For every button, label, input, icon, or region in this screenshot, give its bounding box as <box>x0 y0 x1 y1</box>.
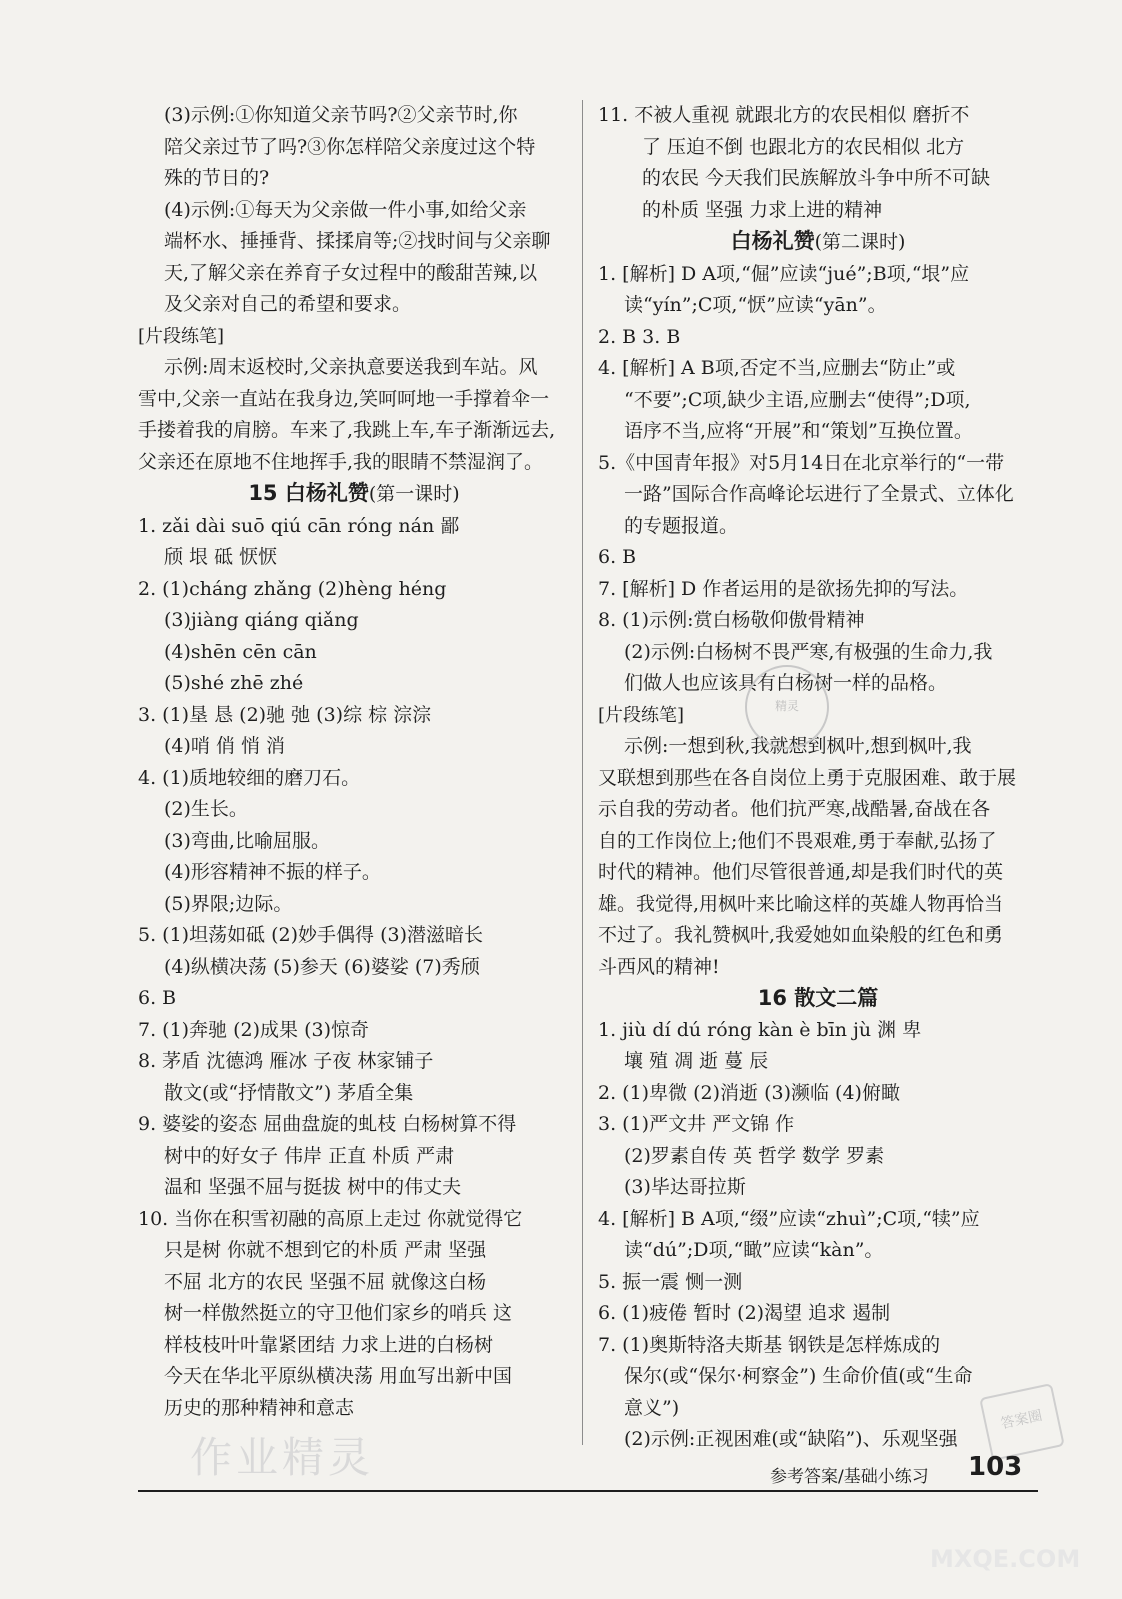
answer-line: 1. jiù dí dú róng kàn è bīn jù 渊 卑 <box>598 1018 922 1041</box>
answer-line: 7. [解析] D 作者运用的是欲扬先抑的写法。 <box>598 577 969 600</box>
answer-line: 温和 坚强不屈与挺拔 树中的伟丈夫 <box>164 1176 462 1198</box>
footer-label: 参考答案/基础小练习 <box>770 1467 929 1487</box>
answer-line: 意义”) <box>624 1396 680 1419</box>
answer-line: 4. [解析] B A项,“缀”应读“zhuì”;C项,“犊”应 <box>598 1207 980 1230</box>
answer-line: 的专题报道。 <box>624 514 739 537</box>
answer-line: 3. (1)严文井 严文锦 作 <box>598 1113 795 1135</box>
answer-line: 颀 垠 砥 恹恹 <box>164 546 278 568</box>
answer-line: 2. B 3. B <box>598 325 681 348</box>
answer-line: (2)罗素自传 英 哲学 数学 罗素 <box>624 1144 885 1167</box>
answer-line: 6. B <box>598 546 637 568</box>
answer-line: 5. (1)坦荡如砥 (2)妙手偶得 (3)潜滋暗长 <box>138 924 483 946</box>
answer-line: 父亲还在原地不住地挥手,我的眼睛不禁湿润了。 <box>138 450 544 473</box>
section-heading <box>598 983 1038 1015</box>
site-watermark: MXQE.COM <box>930 1545 1081 1573</box>
answer-line: (2)示例:白杨树不畏严寒,有极强的生命力,我 <box>624 640 993 663</box>
answer-line: 壤 殖 凋 逝 蔓 辰 <box>624 1050 769 1072</box>
answer-line: 雪中,父亲一直站在我身边,笑呵呵地一手撑着伞一 <box>138 387 550 410</box>
answer-line: 手搂着我的肩膀。车来了,我跳上车,车子渐渐远去, <box>138 419 556 441</box>
right-column <box>598 100 1038 1456</box>
answer-line: (4)纵横决荡 (5)参天 (6)婆娑 (7)秀颀 <box>164 955 480 978</box>
answer-line: 斗西风的精神! <box>598 955 720 978</box>
answer-line: 树一样傲然挺立的守卫他们家乡的哨兵 这 <box>164 1302 513 1324</box>
answer-line: 7. (1)奥斯特洛夫斯基 钢铁是怎样炼成的 <box>598 1333 941 1356</box>
answer-line: (2)示例:正视困难(或“缺陷”)、乐观坚强 <box>624 1428 958 1450</box>
answer-line: 语序不当,应将“开展”和“策划”互换位置。 <box>624 420 973 442</box>
answer-line: 示自我的劳动者。他们抗严寒,战酷暑,奋战在各 <box>598 798 991 820</box>
section-label: [片段练笔] <box>598 704 685 726</box>
answer-line: 10. 当你在积雪初融的高原上走过 你就觉得它 <box>138 1207 523 1230</box>
answer-line: 9. 婆娑的姿态 屈曲盘旋的虬枝 白杨树算不得 <box>138 1113 517 1135</box>
section-heading <box>598 226 1038 259</box>
column-divider <box>582 100 583 1445</box>
answer-line: 2. (1)cháng zhǎng (2)hèng héng <box>138 577 447 600</box>
answer-line: (3)毕达哥拉斯 <box>624 1176 746 1198</box>
page-number: 103 <box>968 1452 1023 1482</box>
answer-line: 读“dú”;D项,“瞰”应读“kàn”。 <box>624 1239 884 1261</box>
answer-line: 自的工作岗位上;他们不畏艰难,勇于奉献,弘扬了 <box>598 829 997 852</box>
watermark-text: 作业精灵 <box>190 1433 375 1482</box>
answer-line: 8. (1)示例:赏白杨敬仰傲骨精神 <box>598 609 865 631</box>
answer-line: 示例:周末返校时,父亲执意要送我到车站。风 <box>164 356 538 378</box>
answer-line: 一路”国际合作高峰论坛进行了全景式、立体化 <box>624 483 1014 505</box>
heading-title: 白杨礼赞 <box>730 229 815 253</box>
answer-line: 11. 不被人重视 就跟北方的农民相似 磨折不 <box>598 104 970 126</box>
answer-line: 2. (1)卑微 (2)消逝 (3)濒临 (4)俯瞰 <box>598 1081 900 1104</box>
answer-line: 1. [解析] D A项,“倔”应读“jué”;B项,“垠”应 <box>598 262 970 285</box>
answer-line: 7. (1)奔驰 (2)成果 (3)惊奇 <box>138 1018 369 1041</box>
answer-line: (5)界限;边际。 <box>164 892 293 915</box>
answer-line: 端杯水、捶捶背、揉揉肩等;②找时间与父亲聊 <box>164 230 551 252</box>
answer-line: 5.《中国青年报》对5月14日在北京举行的“一带 <box>598 451 1005 474</box>
answer-line: (4)哨 俏 悄 消 <box>164 735 286 757</box>
answer-line: 示例:一想到秋,我就想到枫叶,想到枫叶,我 <box>624 735 972 757</box>
answer-line: 天,了解父亲在养育子女过程中的酸甜苦辣,以 <box>164 261 538 284</box>
answer-line: 不屈 北方的农民 坚强不屈 就像这白杨 <box>164 1270 487 1293</box>
watermark-stamp: 精灵 <box>745 665 829 749</box>
answer-line: (4)示例:①每天为父亲做一件小事,如给父亲 <box>164 198 527 221</box>
answer-line: 1. zǎi dài suō qiú cān róng nán 鄙 <box>138 514 460 537</box>
answer-line: 又联想到那些在各自岗位上勇于克服困难、敢于展 <box>598 766 1017 789</box>
answer-line: 了 压迫不倒 也跟北方的农民相似 北方 <box>642 135 965 158</box>
answer-line: 样枝枝叶叶靠紧团结 力求上进的白杨树 <box>164 1333 494 1356</box>
answer-line: 们做人也应该具有白杨树一样的品格。 <box>624 672 948 694</box>
answer-line: 只是树 你就不想到它的朴质 严肃 坚强 <box>164 1239 487 1261</box>
answer-line: (5)shé zhē zhé <box>164 672 304 694</box>
heading-subtitle: (第一课时) <box>368 483 460 505</box>
heading-title: 15 白杨礼赞 <box>248 481 369 505</box>
answer-line: 保尔(或“保尔·柯察金”) 生命价值(或“生命 <box>624 1365 973 1387</box>
answer-line: 散文(或“抒情散文”) 茅盾全集 <box>164 1081 414 1104</box>
left-column <box>138 100 570 1424</box>
answer-line: 的农民 今天我们民族解放斗争中所不可缺 <box>642 167 991 189</box>
answer-line: 5. 振一震 恻一测 <box>598 1270 743 1293</box>
footer-rule <box>138 1490 1038 1492</box>
answer-line: 树中的好女子 伟岸 正直 朴质 严肃 <box>164 1144 455 1167</box>
answer-line: 今天在华北平原纵横决荡 用血写出新中国 <box>164 1365 513 1387</box>
section-label: [片段练笔] <box>138 325 225 347</box>
answer-line: 殊的节日的? <box>164 167 270 189</box>
answer-line: 3. (1)垦 恳 (2)驰 弛 (3)综 棕 淙淙 <box>138 703 432 726</box>
answer-line: 4. [解析] A B项,否定不当,应删去“防止”或 <box>598 357 956 379</box>
answer-line: (4)shēn cēn cān <box>164 640 317 663</box>
answer-line: 不过了。我礼赞枫叶,我爱她如血染般的红色和勇 <box>598 924 1004 946</box>
answer-line: (3)弯曲,比喻屈服。 <box>164 829 330 852</box>
answer-line: 及父亲对自己的希望和要求。 <box>164 293 412 315</box>
answer-line: (3)示例:①你知道父亲节吗?②父亲节时,你 <box>164 104 518 126</box>
answer-line: “不要”;C项,缺少主语,应删去“使得”;D项, <box>624 388 971 411</box>
answer-line: 8. 茅盾 沈德鸿 雁冰 子夜 林家铺子 <box>138 1050 434 1072</box>
answer-line: 陪父亲过节了吗?③你怎样陪父亲度过这个特 <box>164 135 536 158</box>
heading-subtitle: (第二课时) <box>814 231 906 253</box>
heading-title: 16 散文二篇 <box>757 986 879 1010</box>
section-heading <box>138 478 570 511</box>
answer-line: 6. B <box>138 987 177 1009</box>
answer-line: 的朴质 坚强 力求上进的精神 <box>642 198 883 221</box>
answer-line: 时代的精神。他们尽管很普通,却是我们时代的英 <box>598 861 1004 883</box>
answer-line: 历史的那种精神和意志 <box>164 1396 355 1419</box>
answer-line: 雄。我觉得,用枫叶来比喻这样的英雄人物再恰当 <box>598 892 1004 915</box>
answer-line: (4)形容精神不振的样子。 <box>164 861 381 883</box>
answer-line: 4. (1)质地较细的磨刀石。 <box>138 766 361 789</box>
answer-line: (2)生长。 <box>164 798 248 820</box>
answer-line: 6. (1)疲倦 暂时 (2)渴望 追求 遏制 <box>598 1302 891 1324</box>
corner-logo: 答案圈 <box>979 1383 1065 1461</box>
answer-line: 读“yín”;C项,“恹”应读“yān”。 <box>624 294 887 316</box>
answer-line: (3)jiàng qiáng qiǎng <box>164 609 359 631</box>
